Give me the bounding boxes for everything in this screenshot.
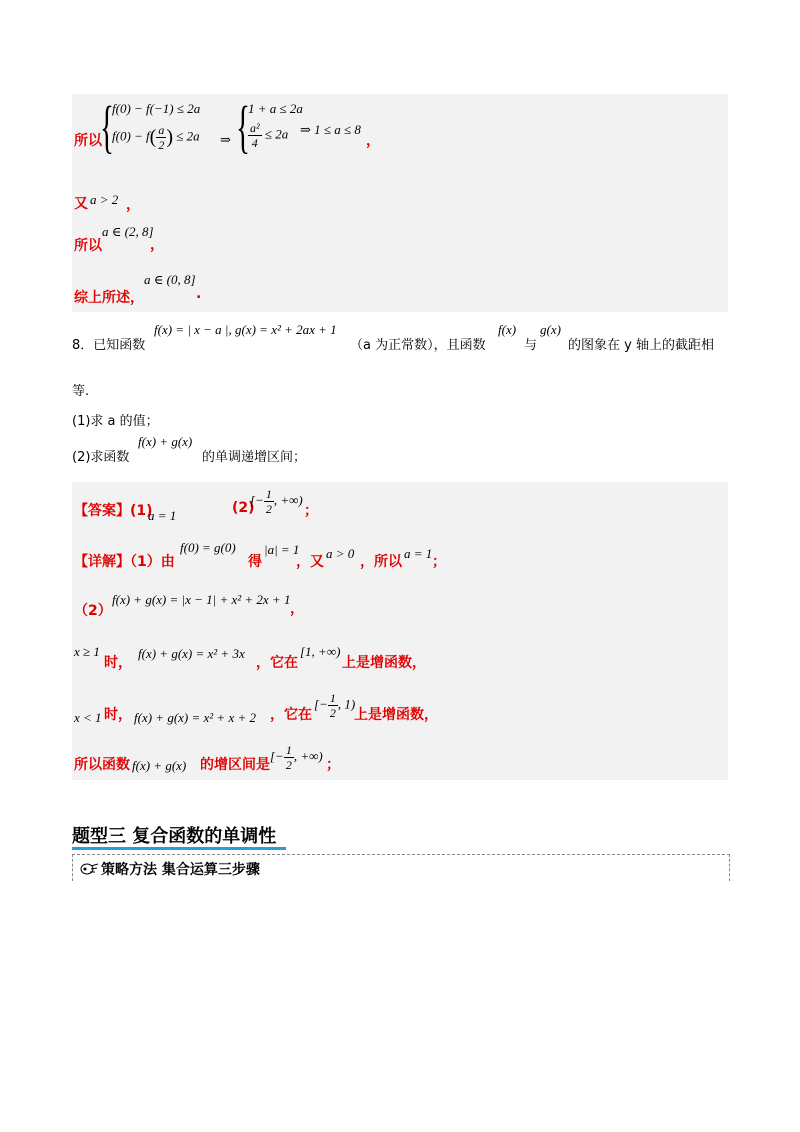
- detail-apos: a > 0: [326, 546, 355, 561]
- frac-a2-over-4: $\frac{\text{a²}}{4}$: [250, 121, 260, 150]
- detail-eq2: |a| = 1: [264, 542, 300, 557]
- case2-it: ，它在: [270, 707, 312, 723]
- final-mid: 的增区间是: [200, 757, 270, 773]
- so2-label: 所以: [74, 238, 102, 254]
- case2-when: 时，: [104, 707, 132, 723]
- question-tail2: 等.: [72, 384, 90, 399]
- pointing-hand-icon: [79, 860, 99, 880]
- answer-half: $\frac{1}{2}$: [265, 487, 272, 516]
- conclusion-label: 综上所述，: [74, 290, 144, 306]
- case1-inc: 上是增函数，: [342, 655, 426, 671]
- question-part2-prefix: (2)求函数: [72, 450, 130, 465]
- also-expr: a > 2: [90, 192, 119, 207]
- detail-p2-expr: f(x) + g(x) = |x − 1| + x² + 2x + 1: [112, 592, 291, 607]
- so-label: 所以: [74, 133, 102, 149]
- detail-semi: ；: [432, 554, 446, 570]
- detail-eq1: f(0) = g(0): [180, 540, 236, 555]
- implies-result: ⇒ 1 ≤ a ≤ 8: [300, 122, 361, 137]
- detail-get: 得: [248, 554, 262, 570]
- case2-expr: f(x) + g(x) = x² + x + 2: [134, 710, 256, 725]
- final-label: 所以函数: [74, 757, 130, 773]
- system1-line2-left: f(0) − f: [112, 128, 150, 144]
- answer-label: 【答案】(1): [74, 503, 153, 519]
- left-brace-1: {: [100, 94, 114, 159]
- case1-cond: x ≥ 1: [74, 644, 100, 659]
- question-tail: 的图象在 y 轴上的截距相: [568, 338, 714, 353]
- final-semi: ；: [326, 757, 340, 773]
- also-comma: ，: [126, 197, 140, 213]
- case2-interval: [− $\frac{1}{2}$ , 1): [314, 691, 356, 720]
- proof-comma: ，: [366, 133, 380, 149]
- question-with: 与: [524, 338, 538, 353]
- so2-expr: a ∈ (2, 8]: [102, 224, 154, 239]
- case1-when: 时，: [104, 655, 132, 671]
- frac-a-over-2: $\frac{a}{2}$: [158, 123, 165, 152]
- section-underline: [72, 847, 286, 850]
- case2-half: $\frac{1}{2}$: [329, 691, 336, 720]
- final-interval: [− $\frac{1}{2}$ , +∞): [270, 743, 323, 772]
- answer-label2: (2): [232, 500, 255, 516]
- strategy-box: [72, 854, 730, 881]
- system1-line1: f(0) − f(−1) ≤ 2a: [112, 101, 201, 116]
- detail-label: 【详解】（1）由: [74, 554, 175, 570]
- question-fx: f(x): [498, 322, 517, 337]
- strategy-text: 策略方法 集合运算三步骤: [101, 862, 260, 878]
- system2-line2: [248, 122, 288, 149]
- question-paren: （a 为正常数），且函数: [350, 338, 486, 353]
- detail-p2-comma: ，: [290, 601, 304, 617]
- final-half: $\frac{1}{2}$: [285, 743, 292, 772]
- conclusion-expr: a ∈ (0, 8]: [144, 272, 196, 287]
- question-gx: g(x): [540, 322, 561, 337]
- detail-p2-label: （2）: [74, 603, 112, 619]
- question-part2-suffix: 的单调递增区间；: [202, 450, 307, 465]
- system2-line2-right: ≤ 2a: [264, 126, 289, 142]
- answer-semicolon: ；: [304, 503, 318, 519]
- system1-line2-right: ≤ 2a: [176, 128, 200, 144]
- implies-arrow-1: ⇒: [220, 132, 231, 147]
- question-prefix: 8．已知函数: [72, 338, 146, 353]
- answer-a: a = 1: [148, 508, 177, 523]
- answer-interval: [− $\frac{1}{2}$ , +∞): [250, 487, 303, 516]
- system1-line2: f(0) − f( $\frac{a}{2}$ ) ≤ 2a: [112, 123, 200, 152]
- detail-also: ，又: [296, 554, 324, 570]
- question-part1: (1)求 a 的值；: [72, 414, 159, 429]
- detail-aval: a = 1: [404, 546, 433, 561]
- also-label: 又: [74, 196, 88, 212]
- case2-inc: 上是增函数，: [354, 707, 438, 723]
- detail-so: ，所以: [360, 554, 402, 570]
- case1-interval: [1, +∞): [300, 644, 341, 659]
- case2-cond: x < 1: [74, 710, 102, 725]
- case1-it: ，它在: [256, 655, 298, 671]
- case1-expr: f(x) + g(x) = x² + 3x: [138, 646, 245, 661]
- section-title: 题型三 复合函数的单调性: [72, 826, 277, 847]
- final-expr: f(x) + g(x): [132, 758, 187, 773]
- left-brace-2: {: [236, 94, 250, 159]
- so2-comma: ，: [150, 237, 164, 253]
- answer-block: [72, 482, 728, 780]
- question-functions: f(x) = | x − a |, g(x) = x² + 2ax + 1: [154, 322, 337, 337]
- conclusion-period: .: [196, 286, 202, 302]
- system2-line1: 1 + a ≤ 2a: [248, 101, 303, 116]
- question-part2-expr: f(x) + g(x): [138, 434, 193, 449]
